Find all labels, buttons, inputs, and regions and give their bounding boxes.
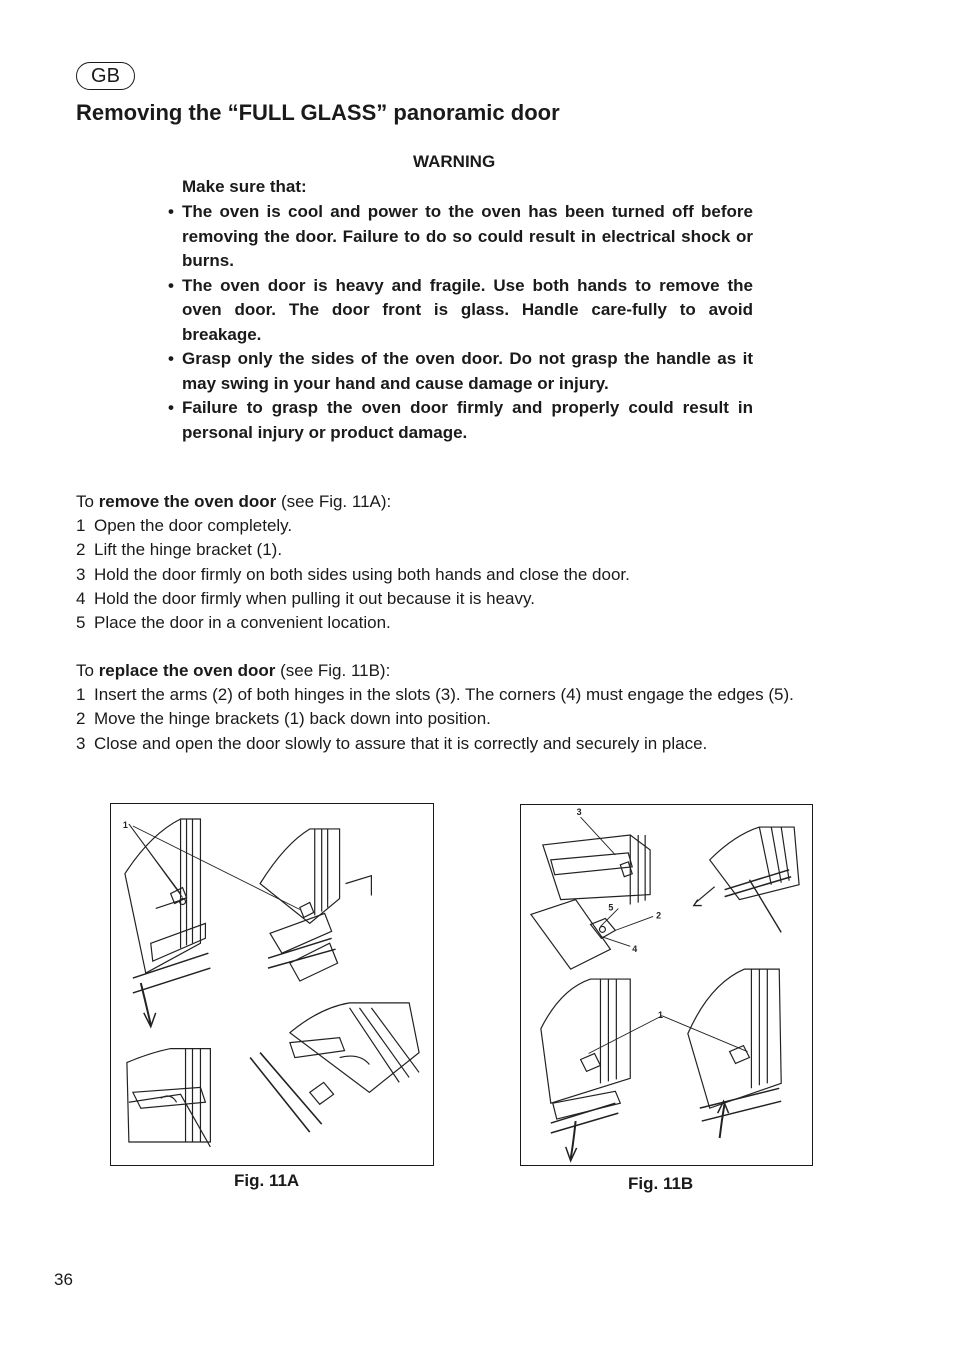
step-text: Hold the door firmly when pulling it out because it is heavy. [94,588,535,608]
step-text: Insert the arms (2) of both hinges in the slots (3). The corners (4) must engage the edges (5). [94,685,794,705]
lead-suffix: (see Fig. 11A): [276,492,392,511]
lead-prefix: To [76,492,99,511]
step-number: 1 [76,685,86,705]
warning-heading: WARNING [413,152,496,171]
figure-11a-caption: Fig. 11A [234,1171,300,1190]
bullet: • [168,349,174,368]
door-closing-illustration [127,1049,210,1147]
remove-door-section [76,490,836,635]
bracket-down-illustration [541,979,630,1161]
step [76,732,846,756]
step [76,683,846,707]
step-number: 2 [76,540,86,560]
step-text: Open the door completely. [94,516,293,536]
lead-bold: remove the oven door [98,492,277,511]
bullet: • [168,275,174,295]
callout-1-leaders [129,824,300,909]
step-number: 1 [76,516,86,536]
figure-11b-caption: Fig. 11B [628,1174,694,1193]
bullet: • [168,202,174,221]
warning-item-text: The oven door is heavy and fragile. Use both hands to remove the oven door. The door front is glass. Handle care-fully to avoid breakage. [182,275,753,344]
warning-item-text: Failure to grasp the oven door firmly and properly could result in personal injury or product damage. [182,398,753,442]
language-badge: GB [76,62,135,90]
step-number: 4 [76,588,86,608]
warning-item [166,347,753,396]
figure-11b-illustration [521,805,812,1165]
lead-suffix: (see Fig. 11B): [275,661,391,680]
replace-lead [76,659,846,683]
door-open-illustration [122,819,210,1027]
step-text: Hold the door firmly on both sides using both hands and close the door. [94,564,630,584]
step-text: Move the hinge brackets (1) back down into position. [94,709,491,729]
door-slot-illustration [694,827,799,932]
step [76,563,836,587]
page-number: 36 [54,1270,73,1289]
bullet: • [168,398,174,417]
callout-1: 1 [658,1009,664,1020]
remove-steps [76,514,836,635]
remove-lead [76,490,836,514]
warning-intro: Make sure that: [182,177,307,196]
warning-item [166,396,753,445]
callout-3: 3 [576,807,582,818]
lead-bold: replace the oven door [98,661,276,680]
lead-prefix: To [76,661,99,680]
step-number: 3 [76,733,86,753]
step [76,538,836,562]
step [76,611,836,635]
callout-2: 2 [656,910,662,921]
step [76,587,836,611]
step [76,707,846,731]
warning-item-text: The oven is cool and power to the oven has been turned off before removing the door. Failure to do so could result in electrical shock or burns. [182,202,753,270]
figure-11a-illustration [111,804,433,1165]
step [76,514,836,538]
step-number: 3 [76,564,86,584]
warning-list [166,200,753,445]
replace-door-section [76,659,846,756]
warning-item [166,274,753,348]
step-number: 5 [76,613,86,633]
callout-5: 5 [608,902,614,913]
door-closed-illustration [688,969,781,1138]
warning-item [166,200,753,274]
step-text: Close and open the door slowly to assure that it is correctly and securely in place. [94,733,708,753]
step-text: Place the door in a convenient location. [94,613,391,633]
callout-1: 1 [122,819,128,830]
step-number: 2 [76,709,86,729]
warning-item-text: Grasp only the sides of the oven door. Do not grasp the handle as it may swing in your hand and cause damage or injury. [182,349,753,393]
hinge-lift-illustration [260,829,371,981]
step-text: Lift the hinge bracket (1). [94,540,283,560]
replace-steps [76,683,846,756]
figure-11b [520,804,813,1166]
callout-4: 4 [632,944,638,955]
figure-11a [110,803,434,1166]
page-title: Removing the “FULL GLASS” panoramic door [76,100,560,125]
door-removal-illustration [250,1003,419,1132]
